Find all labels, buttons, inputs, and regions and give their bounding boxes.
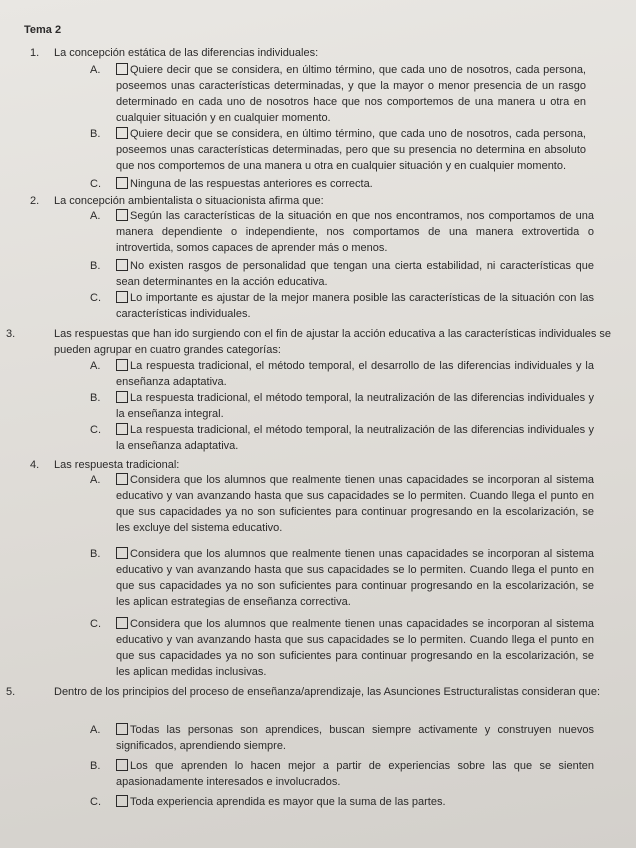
option-text: Quiere decir que se considera, en último término, que cada uno de nosotros, cada persona, poseemos unas características determinadas, y que la mayor o menor presencia de un rasgo determinado en cada uno de nosotros hace que nos comportemos de una manera u otra en cualquier situación y en cualquier momento. <box>116 64 586 124</box>
option-letter: C. <box>90 424 101 436</box>
question-number: 1. <box>30 47 40 59</box>
option-text: La respuesta tradicional, el método temporal, el desarrollo de las diferencias individuales y la enseñanza adaptativa. <box>116 360 594 388</box>
option-b[interactable] <box>90 126 586 174</box>
checkbox-icon[interactable] <box>116 127 128 139</box>
checkbox-icon[interactable] <box>116 359 128 371</box>
option-c[interactable] <box>90 616 594 680</box>
option-a[interactable] <box>90 208 594 256</box>
option-a[interactable] <box>90 62 586 126</box>
checkbox-icon[interactable] <box>116 209 128 221</box>
option-letter: A. <box>90 210 101 222</box>
option-text: Ninguna de las respuestas anteriores es correcta. <box>130 178 373 190</box>
checkbox-icon[interactable] <box>116 547 128 559</box>
question-text: Las respuesta tradicional: <box>54 459 180 471</box>
option-a[interactable] <box>90 358 594 390</box>
question-5 <box>6 684 624 700</box>
option-letter: C. <box>90 618 101 630</box>
option-letter: C. <box>90 292 101 304</box>
question-text: La concepción estática de las diferencias individuales: <box>54 47 319 59</box>
option-text: Según las características de la situación en que nos encontramos, nos comportamos de una manera dependiente o independiente, nos comportamos de una manera extrovertida o introvertida, somos capaces de aprender más o menos. <box>116 210 594 254</box>
option-b[interactable] <box>90 258 594 290</box>
option-a[interactable] <box>90 722 594 754</box>
checkbox-icon[interactable] <box>116 473 128 485</box>
option-text: Quiere decir que se considera, en último término, que cada uno de nosotros, cada persona, poseemos unas características determinadas, pero que su presencia no determina en absoluto que nos comportemos de una manera u otra en cualquier situación y en cualquier momento. <box>116 128 586 172</box>
option-a[interactable] <box>90 472 594 536</box>
option-b[interactable] <box>90 390 594 422</box>
question-text: La concepción ambientalista o situacionista afirma que: <box>54 195 324 207</box>
option-text: Lo importante es ajustar de la mejor manera posible las características de la situación con las características individuales. <box>116 292 594 320</box>
option-letter: B. <box>90 548 101 560</box>
option-letter: A. <box>90 360 101 372</box>
option-text: Considera que los alumnos que realmente tienen unas capacidades se incorporan al sistema educativo y van avanzando hasta que sus capacidades se lo permiten. Cuando llega el punto en que sus capacidades ya no son suficientes para continuar progresando en la escolarización, se les excluye del sistema educativo. <box>116 474 594 534</box>
option-text: Todas las personas son aprendices, buscan siempre activamente y construyen nuevos significados, aprendiendo siempre. <box>116 724 594 752</box>
option-letter: A. <box>90 724 101 736</box>
checkbox-icon[interactable] <box>116 423 128 435</box>
option-text: Considera que los alumnos que realmente tienen unas capacidades se incorporan al sistema educativo y van avanzando hasta que sus capacidades se lo permiten. Cuando llega el punto en que sus capacidades ya no son suficientes para continuar progresando en la escolarización, se les aplican estrategias de enseñanza correctiva. <box>116 548 594 608</box>
option-letter: A. <box>90 64 101 76</box>
checkbox-icon[interactable] <box>116 795 128 807</box>
question-number: 2. <box>30 195 40 207</box>
option-b[interactable] <box>90 546 594 610</box>
option-letter: B. <box>90 760 101 772</box>
checkbox-icon[interactable] <box>116 391 128 403</box>
question-text: Las respuestas que han ido surgiendo con el fin de ajustar la acción educativa a las características individuales se pueden agrupar en cuatro grandes categorías: <box>54 328 612 356</box>
question-text: Dentro de los principios del proceso de enseñanza/aprendizaje, las Asunciones Estructuralistas consideran que: <box>54 686 601 698</box>
checkbox-icon[interactable] <box>116 617 128 629</box>
option-letter: B. <box>90 260 101 272</box>
option-text: Los que aprenden lo hacen mejor a partir de experiencias sobre las que se sienten apasionadamente interesados e involucrados. <box>116 760 594 788</box>
checkbox-icon[interactable] <box>116 759 128 771</box>
option-c[interactable] <box>90 794 594 810</box>
option-text: Considera que los alumnos que realmente tienen unas capacidades se incorporan al sistema educativo y van avanzando hasta que sus capacidades se lo permiten. Cuando llega el punto en que sus capacidades ya no son suficientes para continuar progresando en la escolarización, se les aplican medidas inclusivas. <box>116 618 594 678</box>
question-number: 4. <box>30 459 40 471</box>
option-letter: C. <box>90 796 101 808</box>
option-b[interactable] <box>90 758 594 790</box>
option-text: La respuesta tradicional, el método temporal, la neutralización de las diferencias individuales y la enseñanza adaptativa. <box>116 424 594 452</box>
page-title: Tema 2 <box>24 24 62 36</box>
checkbox-icon[interactable] <box>116 259 128 271</box>
option-c[interactable] <box>90 290 594 322</box>
option-text: No existen rasgos de personalidad que tengan una cierta estabilidad, ni características que sean determinantes en la acción educativa. <box>116 260 594 288</box>
checkbox-icon[interactable] <box>116 723 128 735</box>
option-c[interactable] <box>90 176 586 192</box>
option-letter: B. <box>90 128 101 140</box>
option-c[interactable] <box>90 422 594 454</box>
checkbox-icon[interactable] <box>116 63 128 75</box>
checkbox-icon[interactable] <box>116 177 128 189</box>
option-letter: C. <box>90 178 101 190</box>
option-letter: A. <box>90 474 101 486</box>
option-text: Toda experiencia aprendida es mayor que la suma de las partes. <box>130 796 446 808</box>
question-1 <box>30 46 610 60</box>
checkbox-icon[interactable] <box>116 291 128 303</box>
question-number: 5. <box>6 686 16 698</box>
question-number: 3. <box>6 328 16 340</box>
question-2 <box>30 194 610 208</box>
question-3 <box>6 326 614 358</box>
option-letter: B. <box>90 392 101 404</box>
question-4 <box>30 458 610 472</box>
option-text: La respuesta tradicional, el método temporal, la neutralización de las diferencias individuales y la enseñanza integral. <box>116 392 594 420</box>
